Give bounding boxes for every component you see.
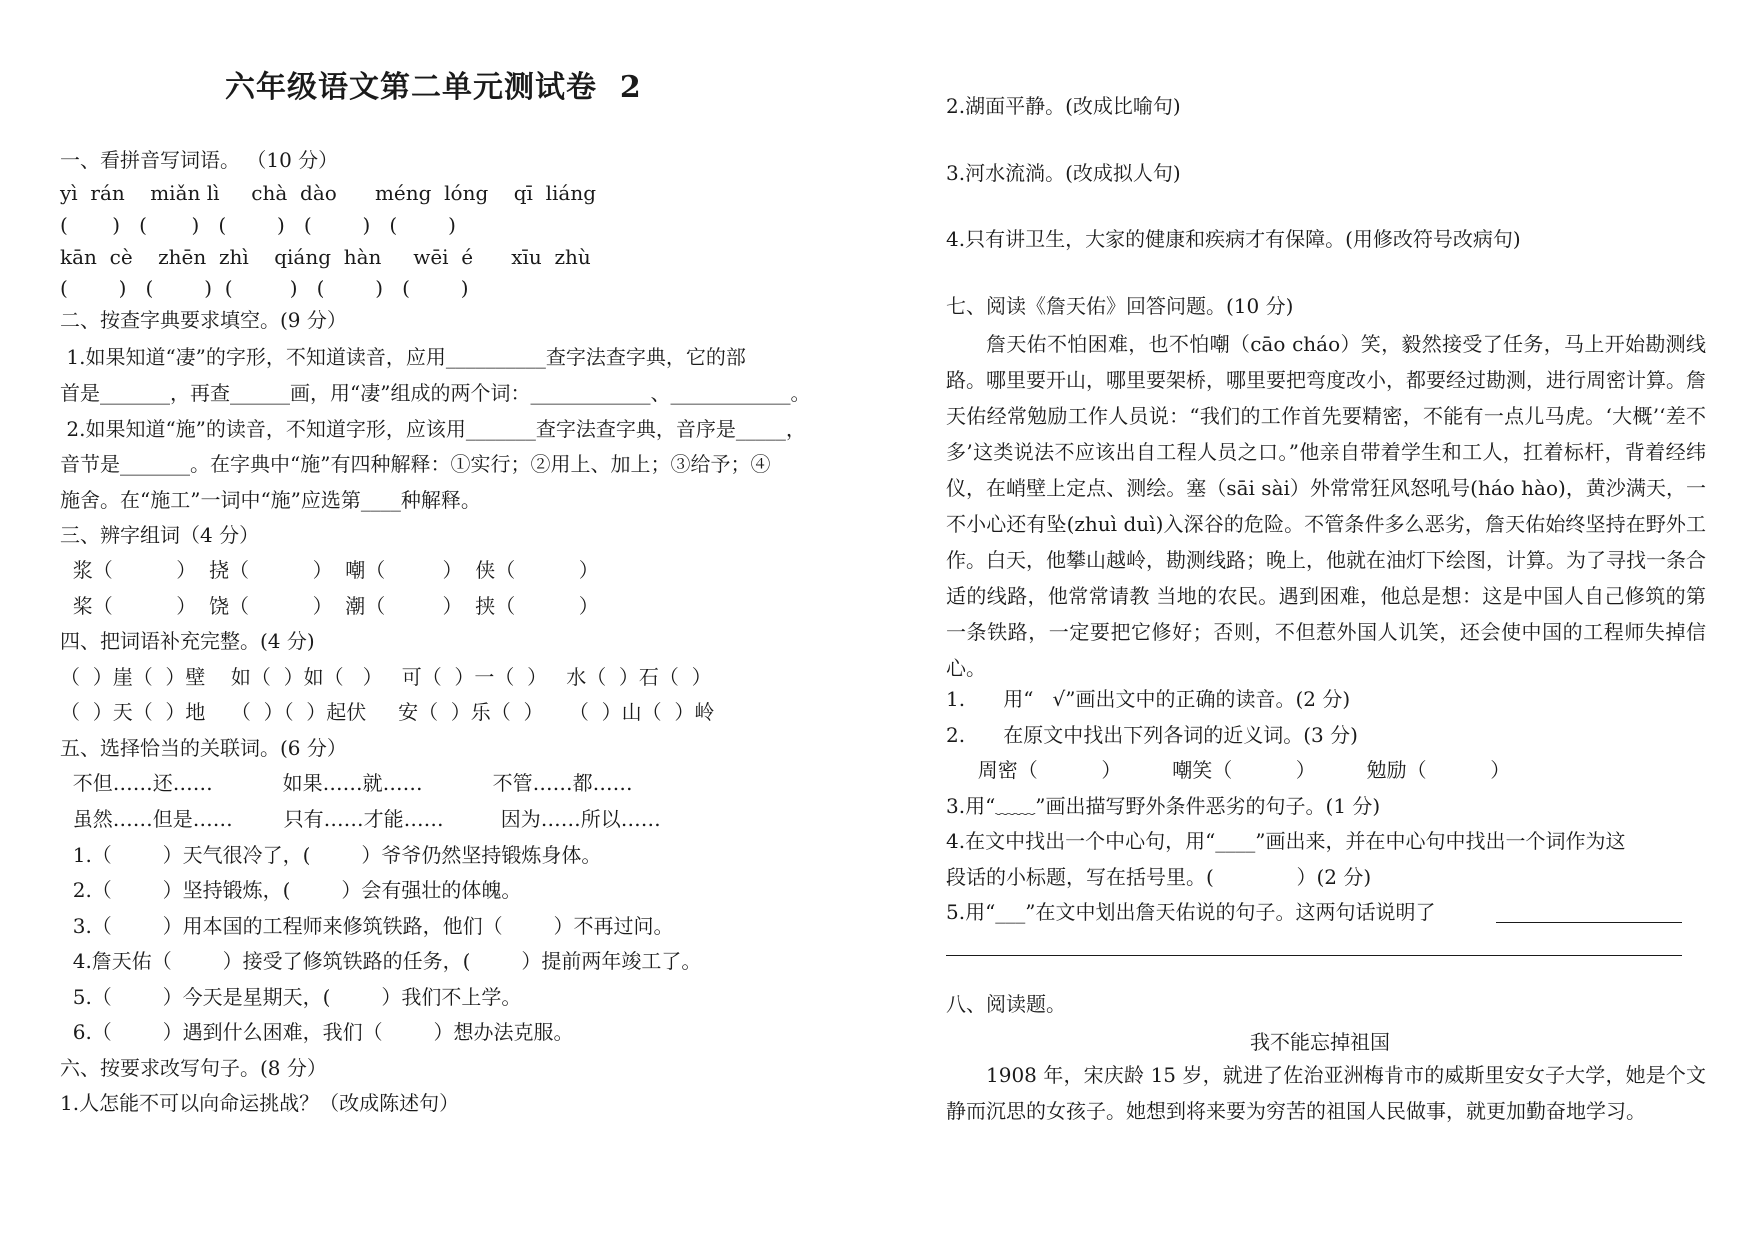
section-5-q1: 1.（ ）天气很冷了，( ）爷爷仍然坚持锻炼身体。 — [60, 843, 602, 867]
section-7-q1: 1. 用“ √”画出文中的正确的读音。(2 分) — [946, 687, 1351, 711]
section-5-options-2: 虽然……但是…… 只有……才能…… 因为……所以…… — [60, 807, 661, 831]
section-8-heading: 八、阅读题。 — [946, 992, 1066, 1016]
section-5-q5: 5.（ ）今天是星期天，( ）我们不上学。 — [60, 985, 522, 1009]
pinyin-row-2: kān cè zhēn zhì qiáng hàn wēi é xīu zhù — [60, 245, 591, 269]
section-2-q2-line-b: 音节是_______。在字典中“施”有四种解释：①实行；②用上、加上；③给予；④ — [60, 452, 771, 476]
section-3-row-2: 桨（ ） 饶（ ） 潮（ ） 挟（ ） — [60, 594, 599, 618]
section-2-q1-line-b: 首是_______，再查______画，用“凄”组成的两个词：____________、____________。 — [60, 381, 811, 405]
answer-underline-q5-end[interactable] — [1496, 922, 1682, 923]
section-6-q3: 3.河水流淌。(改成拟人句) — [946, 161, 1181, 185]
answer-blanks-row-1[interactable]: ( ) ( ) ( ) ( ) ( ) — [60, 213, 456, 237]
section-7-passage — [946, 326, 1706, 686]
section-4-row-2: （ ）天（ ）地 （ ）（ ）起伏 安（ ）乐（ ） （ ）山（ ）岭 — [60, 700, 715, 724]
section-5-q4: 4.詹天佑（ ）接受了修筑铁路的任务，( ）提前两年竣工了。 — [60, 949, 702, 973]
section-2-q2-line-c: 施舍。在“施工”一词中“施”应选第____种解释。 — [60, 488, 481, 512]
section-4-row-1: （ ）崖（ ）壁 如（ ）如（ ） 可（ ）一（ ） 水（ ）石（ ） — [60, 665, 712, 689]
section-2-q1-line-a: 1.如果知道“凄”的字形，不知道读音，应用__________查字法查字典，它的部 — [60, 345, 746, 369]
section-3-heading: 三、辨字组词（4 分） — [60, 523, 260, 547]
section-5-q6: 6.（ ）遇到什么困难，我们（ ）想办法克服。 — [60, 1020, 574, 1044]
section-5-q3: 3.（ ）用本国的工程师来修筑铁路，他们（ ）不再过问。 — [60, 914, 674, 938]
section-7-q5: 5.用“___”在文中划出詹天佑说的句子。这两句话说明了 — [946, 900, 1436, 924]
section-5-options-1: 不但……还…… 如果……就…… 不管……都…… — [60, 771, 633, 795]
exam-title: 六年级语文第二单元测试卷 2 — [225, 70, 642, 105]
passage-paragraph: 詹天佑不怕困难，也不怕嘲（cāo cháo）笑，毅然接受了任务，马上开始勘测线路。哪里要开山，哪里要架桥，哪里要把弯度改小，都要经过勘测，进行周密计算。詹天佑经常勉励工作人员说：“我们的工作首先要精密，不能有一点儿马虎。‘大概’‘差不多’这类说法不应该出自工程人员之口。”他亲自带着学生和工人，扛着标杆，背着经纬仪，在峭壁上定点、测绘。塞（sāi sài）外常常狂风怒吼号(háo hào)，黄沙满天，一不小心还有坠(zhuì duì)入深谷的危险。不管条件多么恶劣，詹天佑始终坚持在野外工作。白天，他攀山越岭，勘测线路；晚上，他就在油灯下绘图，计算。为了寻找一条合适的线路，他常常请教 当地的农民。遇到困难，他总是想：这是中国人自己修筑的第一条铁路，一定要把它修好；否则，不但惹外国人讥笑，还会使中国的工程师失掉信心。 — [946, 332, 1706, 680]
answer-blanks-row-2[interactable]: ( ) ( ) ( ) ( ) ( ) — [60, 276, 469, 300]
section-5-q2: 2.（ ）坚持锻炼，( ）会有强壮的体魄。 — [60, 878, 522, 902]
section-6-q4: 4.只有讲卫生，大家的健康和疾病才有保障。(用修改符号改病句) — [946, 227, 1521, 251]
passage-paragraph: 1908 年，宋庆龄 15 岁，就进了佐治亚洲梅肯市的威斯里安女子大学，她是个文静而沉思的女孩子。她想到将来要为穷苦的祖国人民做事，就更加勤奋地学习。 — [946, 1063, 1706, 1123]
section-6-heading: 六、按要求改写句子。(8 分） — [60, 1056, 327, 1080]
section-6-q2: 2.湖面平静。(改成比喻句) — [946, 94, 1181, 118]
section-5-heading: 五、选择恰当的关联词。(6 分） — [60, 736, 347, 760]
section-4-heading: 四、把词语补充完整。(4 分) — [60, 629, 315, 653]
section-7-heading: 七、阅读《詹天佑》回答问题。(10 分) — [946, 294, 1294, 318]
section-2-heading: 二、按查字典要求填空。(9 分） — [60, 308, 347, 332]
section-3-row-1: 浆（ ） 挠（ ） 嘲（ ） 侠（ ） — [60, 558, 599, 582]
section-7-q4-line-b: 段话的小标题，写在括号里。( ）(2 分) — [946, 865, 1372, 889]
section-7-q4-line-a: 4.在文中找出一个中心句，用“____”画出来，并在中心句中找出一个词作为这 — [946, 829, 1626, 853]
answer-underline-full[interactable] — [946, 955, 1682, 956]
section-1-heading: 一、看拼音写词语。 （10 分） — [60, 148, 339, 172]
section-7-q2-words: 周密（ ） 嘲笑（ ） 勉励（ ） — [946, 758, 1511, 782]
section-7-q3: 3.用“﹏﹏”画出描写野外条件恶劣的句子。(1 分) — [946, 794, 1381, 818]
section-8-passage — [946, 1057, 1706, 1129]
pinyin-row-1: yì rán miǎn lì chà dào méng lóng qī liáng — [60, 181, 597, 205]
section-2-q2-line-a: 2.如果知道“施”的读音，不知道字形，应该用_______查字法查字典，音序是_____， — [60, 417, 806, 441]
section-6-q1: 1.人怎能不可以向命运挑战？（改成陈述句） — [60, 1091, 460, 1115]
section-7-q2: 2. 在原文中找出下列各词的近义词。(3 分) — [946, 723, 1358, 747]
reading-title: 我不能忘掉祖国 — [1250, 1030, 1390, 1054]
